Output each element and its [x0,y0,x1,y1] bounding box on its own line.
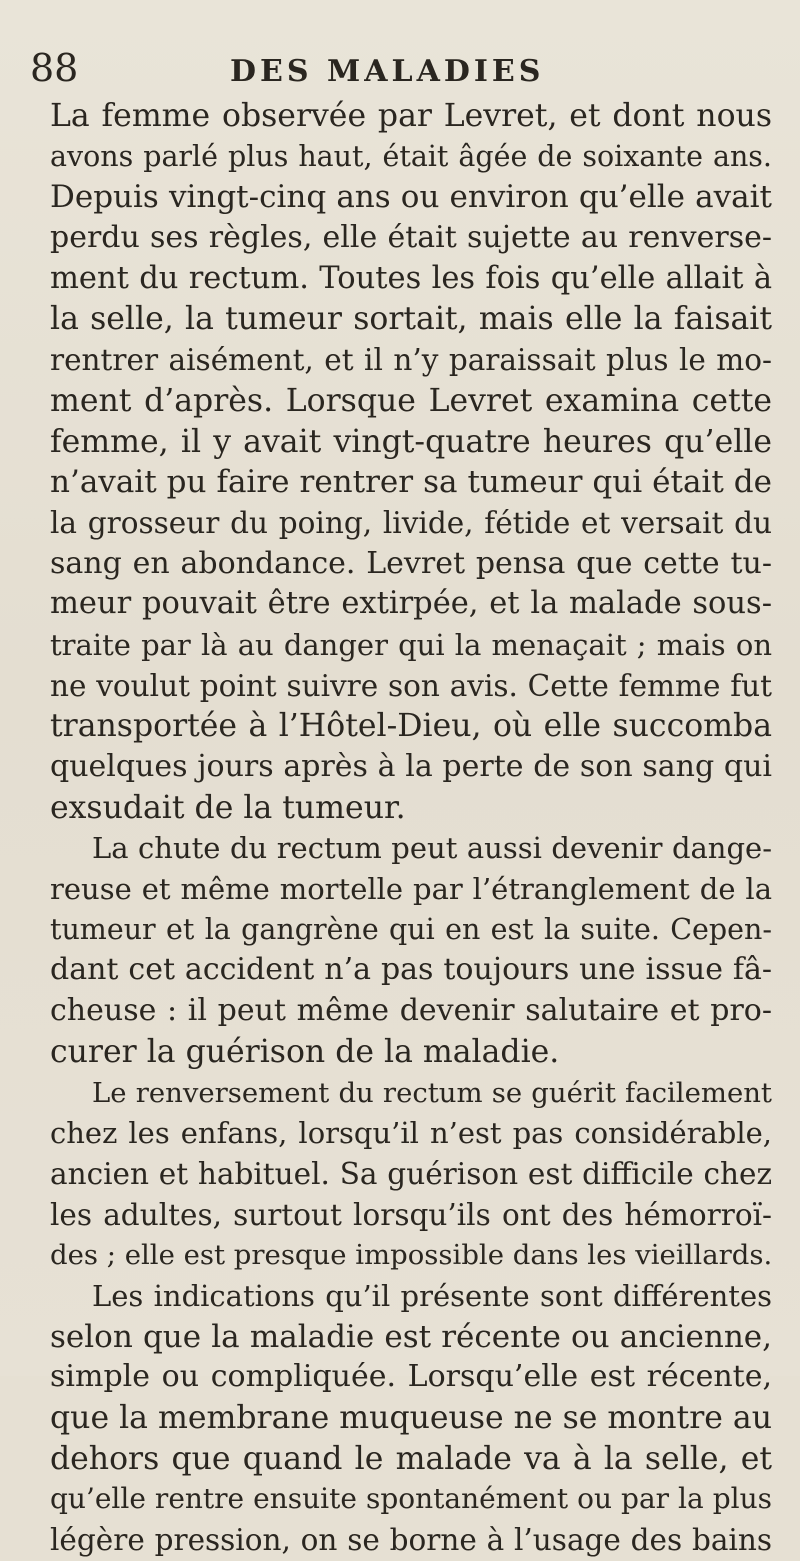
text-line: reuse et même mortelle par l’étranglement de la [50,872,772,907]
text-line: ment du rectum. Toutes les fois qu’elle allait à [50,260,772,296]
page-header [0,44,800,92]
text-line: quelques jours après à la perte de son sang qui [50,749,772,784]
text-line: selon que la maladie est récente ou ancienne, [50,1318,772,1355]
text-line: Le renversement du rectum se guérit facilement [92,1076,772,1109]
text-line: Depuis vingt-cinq ans ou environ qu’elle avait [50,179,772,216]
text-line: exsudait de la tumeur. [50,789,406,826]
text-line: ancien et habituel. Sa guérison est difficile chez [50,1156,772,1191]
text-line: n’avait pu faire rentrer sa tumeur qui était de [50,464,772,501]
text-line: dant cet accident n’a pas toujours une issue fâ- [50,952,772,988]
text-line: meur pouvait être extirpée, et la malade sous- [50,586,772,622]
text-line: ment d’après. Lorsque Levret examina cette [50,382,772,419]
text-line: femme, il y avait vingt-quatre heures qu’elle [50,423,772,460]
body-text [50,96,772,1561]
text-line: La femme observée par Levret, et dont nous [50,98,772,134]
text-line: dehors que quand le malade va à la selle, et [50,1440,772,1477]
text-line: des ; elle est presque impossible dans les vieillards. [50,1239,772,1272]
text-line: tumeur et la gangrène qui en est la suite. Cepen- [50,912,772,946]
text-line: perdu ses règles, elle était sujette au renverse- [50,220,772,256]
text-line: transportée à l’Hôtel-Dieu, où elle succomba [50,708,772,745]
running-head: DES MALADIES [230,54,545,89]
text-line: Les indications qu’il présente sont différentes [92,1278,772,1313]
text-line: chez les enfans, lorsqu’il n’est pas considérable, [50,1116,772,1151]
page-number: 88 [30,46,79,90]
text-line: curer la guérison de la maladie. [50,1033,560,1070]
text-line: avons parlé plus haut, était âgée de soixante ans. [50,139,772,173]
text-line: ne voulut point suivre son avis. Cette femme fut [50,668,772,703]
text-line: que la membrane muqueuse ne se montre au [50,1400,772,1436]
text-line: simple ou compliquée. Lorsqu’elle est récente, [50,1359,772,1395]
text-line: légère pression, on se borne à l’usage des bains [50,1523,772,1558]
text-line: La chute du rectum peut aussi devenir dange- [92,831,772,866]
text-line: les adultes, surtout lorsqu’ils ont des hémorroï- [50,1197,772,1232]
text-line: traite par là au danger qui la menaçait ; mais on [50,627,772,662]
text-line: sang en abondance. Levret pensa que cette tu- [50,545,772,581]
text-line: rentrer aisément, et il n’y paraissait plus le mo- [50,343,772,378]
text-line: la grosseur du poing, livide, fétide et versait du [50,505,772,540]
text-line: la selle, la tumeur sortait, mais elle la faisait [50,301,772,338]
text-line: qu’elle rentre ensuite spontanément ou par la plus [50,1482,772,1516]
text-line: cheuse : il peut même devenir salutaire et pro- [50,993,772,1029]
